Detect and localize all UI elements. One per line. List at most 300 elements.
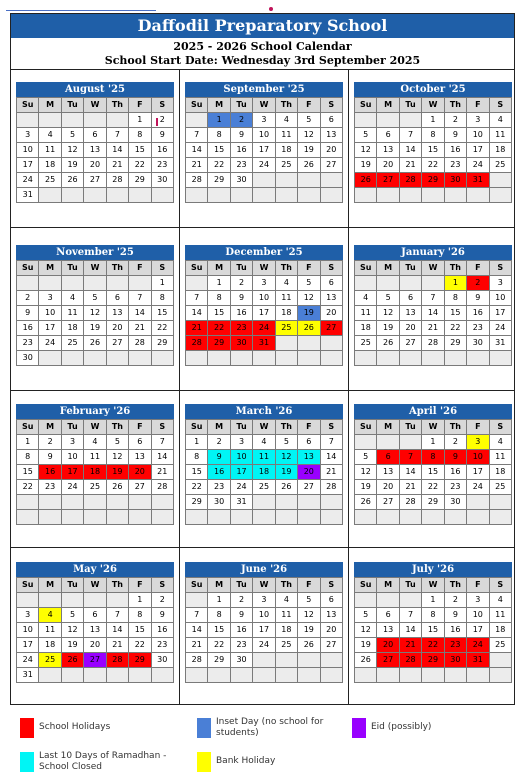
- weekday-header: S: [489, 578, 511, 593]
- day-cell: 18: [355, 321, 377, 336]
- weekday-header: Th: [275, 578, 297, 593]
- month-table: [185, 97, 343, 203]
- day-cell: 19: [355, 638, 377, 653]
- day-cell: 11: [39, 143, 61, 158]
- day-cell: 12: [298, 608, 320, 623]
- month-table: [185, 577, 343, 683]
- day-cell: 1: [208, 113, 230, 128]
- empty-cell: [377, 510, 399, 525]
- empty-cell: [422, 188, 444, 203]
- legend-label-inset: Inset Day (no school for students): [216, 717, 324, 738]
- day-cell: 26: [355, 653, 377, 668]
- day-cell: 26: [106, 480, 128, 495]
- day-cell: 31: [17, 188, 39, 203]
- day-cell: 23: [151, 158, 173, 173]
- day-cell: 13: [320, 291, 342, 306]
- weekday-header: W: [84, 261, 106, 276]
- day-cell: 6: [399, 291, 421, 306]
- weekday-header: F: [129, 261, 151, 276]
- empty-cell: [298, 653, 320, 668]
- weekday-header: Tu: [61, 420, 83, 435]
- day-cell: 24: [39, 336, 61, 351]
- empty-cell: [84, 668, 106, 683]
- empty-cell: [61, 495, 83, 510]
- day-cell: 9: [444, 450, 466, 465]
- day-cell: 25: [275, 158, 297, 173]
- weekday-header: S: [489, 420, 511, 435]
- weekday-header: W: [422, 261, 444, 276]
- day-cell: 24: [230, 480, 252, 495]
- day-cell: 10: [489, 291, 511, 306]
- empty-cell: [39, 113, 61, 128]
- empty-cell: [106, 113, 128, 128]
- empty-cell: [106, 495, 128, 510]
- month-calendar: [185, 562, 343, 683]
- empty-cell: [253, 351, 275, 366]
- empty-cell: [106, 276, 128, 291]
- day-cell: 14: [399, 143, 421, 158]
- day-cell: 17: [17, 158, 39, 173]
- empty-cell: [320, 653, 342, 668]
- empty-cell: [106, 668, 128, 683]
- empty-cell: [275, 668, 297, 683]
- day-cell: 14: [106, 623, 128, 638]
- day-cell: 6: [320, 113, 342, 128]
- day-cell: 18: [489, 143, 511, 158]
- day-cell: 13: [298, 450, 320, 465]
- day-cell: 12: [355, 623, 377, 638]
- day-cell: 24: [253, 158, 275, 173]
- weekday-header: F: [129, 98, 151, 113]
- day-cell: 18: [39, 158, 61, 173]
- day-cell: 20: [377, 480, 399, 495]
- empty-cell: [61, 593, 83, 608]
- day-cell: 17: [467, 465, 489, 480]
- weekday-header: Su: [186, 420, 208, 435]
- day-cell: 25: [275, 321, 297, 336]
- day-cell: 6: [129, 435, 151, 450]
- day-cell: 30: [467, 336, 489, 351]
- day-cell: 8: [186, 450, 208, 465]
- weekday-header: Tu: [61, 261, 83, 276]
- day-cell: 16: [39, 465, 61, 480]
- weekday-header: Tu: [230, 98, 252, 113]
- day-cell: 8: [422, 608, 444, 623]
- day-cell: 30: [230, 173, 252, 188]
- day-cell: 6: [106, 291, 128, 306]
- empty-cell: [377, 668, 399, 683]
- empty-cell: [84, 351, 106, 366]
- empty-cell: [17, 113, 39, 128]
- day-cell: 5: [61, 608, 83, 623]
- day-cell: 16: [444, 143, 466, 158]
- weekday-header: Su: [355, 420, 377, 435]
- weekday-header: M: [208, 261, 230, 276]
- day-cell: 25: [489, 158, 511, 173]
- empty-cell: [106, 188, 128, 203]
- day-cell: 29: [208, 653, 230, 668]
- legend-swatch-ram: [20, 752, 34, 772]
- empty-cell: [253, 188, 275, 203]
- day-cell: 12: [355, 143, 377, 158]
- weekday-header: Tu: [61, 98, 83, 113]
- day-cell: 5: [61, 128, 83, 143]
- day-cell: 3: [61, 435, 83, 450]
- month-title: April '26: [354, 404, 512, 419]
- day-cell: 20: [106, 321, 128, 336]
- legend-label-eid: Eid (possibly): [371, 722, 432, 732]
- day-cell: 23: [208, 480, 230, 495]
- day-cell: 17: [230, 465, 252, 480]
- day-cell: 19: [355, 158, 377, 173]
- weekday-header: S: [151, 420, 173, 435]
- day-cell: 28: [399, 653, 421, 668]
- day-cell: 11: [61, 306, 83, 321]
- day-cell: 26: [298, 158, 320, 173]
- empty-cell: [230, 188, 252, 203]
- day-cell: 1: [129, 593, 151, 608]
- day-cell: 28: [320, 480, 342, 495]
- empty-cell: [230, 668, 252, 683]
- empty-cell: [208, 510, 230, 525]
- day-cell: 20: [84, 638, 106, 653]
- empty-cell: [467, 510, 489, 525]
- empty-cell: [208, 188, 230, 203]
- empty-cell: [151, 495, 173, 510]
- weekday-header: S: [151, 98, 173, 113]
- day-cell: 4: [275, 276, 297, 291]
- day-cell: 17: [39, 321, 61, 336]
- empty-cell: [377, 188, 399, 203]
- day-cell: 9: [467, 291, 489, 306]
- empty-cell: [106, 351, 128, 366]
- day-cell: 24: [253, 321, 275, 336]
- day-cell: 30: [151, 653, 173, 668]
- weekday-header: Su: [17, 420, 39, 435]
- day-cell: 14: [186, 143, 208, 158]
- day-cell: 23: [39, 480, 61, 495]
- day-cell: 14: [399, 465, 421, 480]
- day-cell: 31: [467, 653, 489, 668]
- empty-cell: [84, 495, 106, 510]
- day-cell: 13: [84, 623, 106, 638]
- day-cell: 18: [275, 143, 297, 158]
- marker-flag: [156, 118, 158, 126]
- day-cell: 1: [444, 276, 466, 291]
- day-cell: 4: [489, 113, 511, 128]
- empty-cell: [275, 188, 297, 203]
- weekday-header: W: [422, 420, 444, 435]
- day-cell: 8: [422, 450, 444, 465]
- day-cell: 27: [320, 158, 342, 173]
- empty-cell: [84, 276, 106, 291]
- empty-cell: [39, 668, 61, 683]
- day-cell: 17: [253, 623, 275, 638]
- day-cell: 21: [186, 158, 208, 173]
- day-cell: 15: [208, 306, 230, 321]
- day-cell: 5: [298, 593, 320, 608]
- day-cell: 7: [422, 291, 444, 306]
- weekday-header: W: [84, 98, 106, 113]
- month-title: May '26: [16, 562, 174, 577]
- day-cell: 24: [17, 653, 39, 668]
- day-cell: 30: [230, 336, 252, 351]
- day-cell: 31: [253, 336, 275, 351]
- empty-cell: [186, 510, 208, 525]
- day-cell: 19: [61, 158, 83, 173]
- day-cell: 14: [129, 306, 151, 321]
- weekday-header: M: [377, 98, 399, 113]
- empty-cell: [298, 188, 320, 203]
- day-cell: 15: [17, 465, 39, 480]
- day-cell: 27: [84, 653, 106, 668]
- empty-cell: [84, 188, 106, 203]
- day-cell: 2: [39, 435, 61, 450]
- day-cell: 3: [17, 608, 39, 623]
- weekday-header: S: [489, 261, 511, 276]
- weekday-header: Su: [17, 261, 39, 276]
- weekday-header: W: [84, 420, 106, 435]
- weekday-header: Tu: [399, 578, 421, 593]
- day-cell: 1: [186, 435, 208, 450]
- day-cell: 10: [253, 291, 275, 306]
- day-cell: 5: [275, 435, 297, 450]
- day-cell: 16: [151, 623, 173, 638]
- day-cell: 6: [320, 276, 342, 291]
- weekday-header: S: [320, 261, 342, 276]
- weekday-header: M: [208, 420, 230, 435]
- empty-cell: [320, 495, 342, 510]
- day-cell: 10: [17, 143, 39, 158]
- day-cell: 21: [129, 321, 151, 336]
- day-cell: 25: [253, 480, 275, 495]
- day-cell: 11: [39, 623, 61, 638]
- day-cell: 10: [253, 608, 275, 623]
- day-cell: 22: [444, 321, 466, 336]
- day-cell: 17: [61, 465, 83, 480]
- header-divider: [11, 69, 514, 70]
- day-cell: 2: [151, 593, 173, 608]
- day-cell: 18: [489, 465, 511, 480]
- empty-cell: [275, 653, 297, 668]
- day-cell: 16: [17, 321, 39, 336]
- empty-cell: [399, 510, 421, 525]
- weekday-header: F: [298, 98, 320, 113]
- weekday-header: M: [377, 261, 399, 276]
- day-cell: 13: [399, 306, 421, 321]
- month-table: [354, 97, 512, 203]
- day-cell: 5: [355, 128, 377, 143]
- day-cell: 23: [444, 638, 466, 653]
- row-divider: [11, 390, 514, 391]
- day-cell: 7: [399, 450, 421, 465]
- day-cell: 10: [467, 608, 489, 623]
- weekday-header: Th: [275, 420, 297, 435]
- day-cell: 27: [320, 321, 342, 336]
- day-cell: 23: [467, 321, 489, 336]
- day-cell: 29: [422, 653, 444, 668]
- day-cell: 11: [275, 291, 297, 306]
- day-cell: 8: [208, 128, 230, 143]
- day-cell: 3: [253, 593, 275, 608]
- day-cell: 16: [151, 143, 173, 158]
- day-cell: 2: [151, 113, 173, 128]
- empty-cell: [84, 593, 106, 608]
- day-cell: 26: [355, 173, 377, 188]
- weekday-header: M: [208, 578, 230, 593]
- day-cell: 24: [467, 638, 489, 653]
- day-cell: 10: [467, 450, 489, 465]
- day-cell: 20: [399, 321, 421, 336]
- day-cell: 6: [377, 128, 399, 143]
- weekday-header: W: [253, 578, 275, 593]
- weekday-header: F: [467, 98, 489, 113]
- empty-cell: [298, 510, 320, 525]
- weekday-header: Su: [186, 578, 208, 593]
- legend-swatch-hol: [20, 718, 34, 738]
- weekday-header: Su: [355, 578, 377, 593]
- empty-cell: [467, 495, 489, 510]
- weekday-header: S: [489, 98, 511, 113]
- day-cell: 21: [186, 638, 208, 653]
- day-cell: 12: [275, 450, 297, 465]
- weekday-header: F: [467, 261, 489, 276]
- day-cell: 13: [377, 465, 399, 480]
- weekday-header: M: [39, 261, 61, 276]
- day-cell: 9: [151, 128, 173, 143]
- empty-cell: [17, 593, 39, 608]
- day-cell: 5: [106, 435, 128, 450]
- legend-label-ram: Last 10 Days of Ramadhan - School Closed: [39, 751, 167, 772]
- empty-cell: [186, 276, 208, 291]
- day-cell: 7: [186, 608, 208, 623]
- row-divider: [11, 547, 514, 548]
- day-cell: 13: [129, 450, 151, 465]
- weekday-header: Th: [275, 98, 297, 113]
- day-cell: 2: [467, 276, 489, 291]
- day-cell: 3: [467, 113, 489, 128]
- day-cell: 26: [61, 653, 83, 668]
- day-cell: 22: [208, 638, 230, 653]
- day-cell: 28: [106, 173, 128, 188]
- day-cell: 16: [230, 306, 252, 321]
- empty-cell: [298, 336, 320, 351]
- day-cell: 9: [230, 608, 252, 623]
- day-cell: 18: [275, 306, 297, 321]
- weekday-header: Tu: [230, 420, 252, 435]
- empty-cell: [377, 435, 399, 450]
- empty-cell: [320, 336, 342, 351]
- day-cell: 10: [467, 128, 489, 143]
- empty-cell: [253, 510, 275, 525]
- day-cell: 12: [377, 306, 399, 321]
- day-cell: 7: [186, 291, 208, 306]
- day-cell: 25: [275, 638, 297, 653]
- day-cell: 28: [186, 336, 208, 351]
- legend-swatch-inset: [197, 718, 211, 738]
- empty-cell: [186, 668, 208, 683]
- day-cell: 8: [422, 128, 444, 143]
- day-cell: 6: [84, 608, 106, 623]
- empty-cell: [253, 668, 275, 683]
- day-cell: 28: [151, 480, 173, 495]
- month-title: July '26: [354, 562, 512, 577]
- day-cell: 28: [129, 336, 151, 351]
- day-cell: 13: [106, 306, 128, 321]
- empty-cell: [61, 351, 83, 366]
- day-cell: 15: [422, 623, 444, 638]
- weekday-header: Th: [444, 261, 466, 276]
- day-cell: 7: [399, 608, 421, 623]
- day-cell: 4: [275, 113, 297, 128]
- month-title: August '25: [16, 82, 174, 97]
- day-cell: 30: [444, 653, 466, 668]
- weekday-header: W: [253, 98, 275, 113]
- day-cell: 3: [467, 593, 489, 608]
- weekday-header: Th: [106, 98, 128, 113]
- day-cell: 22: [208, 321, 230, 336]
- empty-cell: [320, 510, 342, 525]
- empty-cell: [39, 593, 61, 608]
- day-cell: 9: [151, 608, 173, 623]
- weekday-header: Su: [355, 261, 377, 276]
- day-cell: 28: [399, 173, 421, 188]
- day-cell: 21: [186, 321, 208, 336]
- day-cell: 6: [298, 435, 320, 450]
- empty-cell: [422, 276, 444, 291]
- empty-cell: [399, 188, 421, 203]
- day-cell: 3: [467, 435, 489, 450]
- day-cell: 6: [320, 593, 342, 608]
- day-cell: 31: [489, 336, 511, 351]
- day-cell: 3: [39, 291, 61, 306]
- weekday-header: F: [467, 420, 489, 435]
- empty-cell: [129, 276, 151, 291]
- day-cell: 16: [230, 623, 252, 638]
- month-calendar: [16, 404, 174, 525]
- empty-cell: [422, 351, 444, 366]
- weekday-header: Tu: [230, 261, 252, 276]
- day-cell: 7: [106, 608, 128, 623]
- month-calendar: [354, 562, 512, 683]
- empty-cell: [377, 351, 399, 366]
- month-table: [185, 260, 343, 366]
- empty-cell: [186, 188, 208, 203]
- empty-cell: [253, 173, 275, 188]
- month-title: November '25: [16, 245, 174, 260]
- day-cell: 19: [298, 143, 320, 158]
- weekday-header: W: [253, 261, 275, 276]
- day-cell: 16: [444, 623, 466, 638]
- month-calendar: [16, 82, 174, 203]
- day-cell: 21: [106, 638, 128, 653]
- day-cell: 24: [467, 158, 489, 173]
- day-cell: 14: [422, 306, 444, 321]
- empty-cell: [39, 188, 61, 203]
- month-table: [16, 97, 174, 203]
- month-table: [354, 260, 512, 366]
- empty-cell: [151, 188, 173, 203]
- day-cell: 27: [106, 336, 128, 351]
- day-cell: 7: [320, 435, 342, 450]
- day-cell: 11: [275, 608, 297, 623]
- day-cell: 19: [298, 623, 320, 638]
- day-cell: 9: [17, 306, 39, 321]
- empty-cell: [399, 668, 421, 683]
- day-cell: 9: [444, 608, 466, 623]
- day-cell: 14: [186, 306, 208, 321]
- day-cell: 5: [298, 276, 320, 291]
